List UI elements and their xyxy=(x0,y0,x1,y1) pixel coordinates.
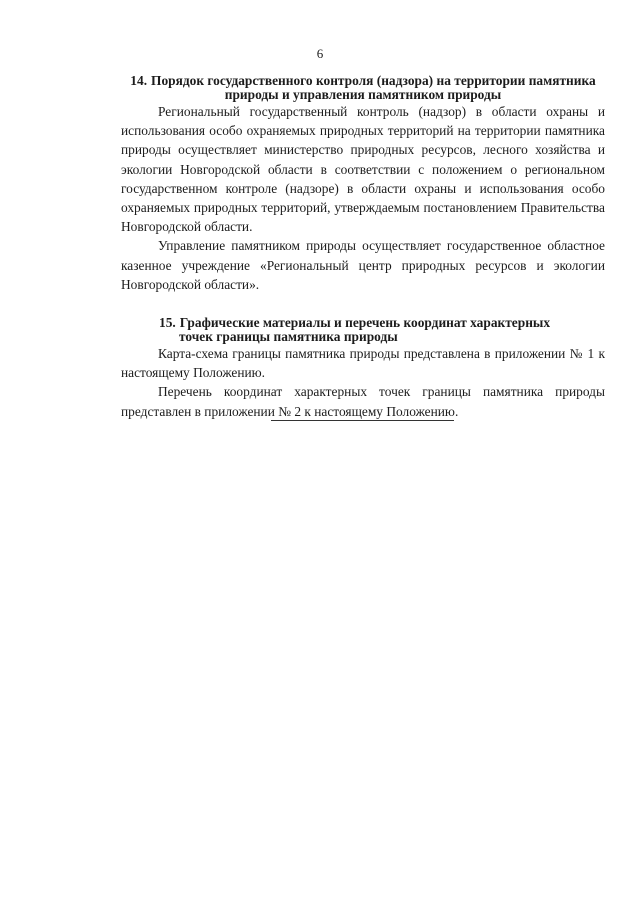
section-15-title-line-1: Графические материалы и перечень координат характерных xyxy=(179,315,551,331)
section-15-paragraph-1: Карта-схема границы памятника природы представлена в приложении № 1 к настоящему Положению. xyxy=(121,346,605,381)
section-14-heading xyxy=(121,74,605,102)
section-14-paragraph-2: Управление памятником природы осуществляет государственное областное казенное учреждение «Региональный центр природных ресурсов и экологии Новгородской области». xyxy=(121,238,605,292)
document-body xyxy=(121,74,605,421)
section-15-number: 15. xyxy=(159,315,176,331)
section-14-title: Порядок государственного контроля (надзора) на территории памятника природы и управления памятником природы xyxy=(151,73,596,102)
page-number: 6 xyxy=(316,46,324,61)
section-15-title-line-2: точек границы памятника природы xyxy=(179,329,398,345)
section-14-paragraph-1: Региональный государственный контроль (надзор) в области охраны и использования особо охраняемых природных территорий на территории памятника природы осуществляет министерство природных ресурсов, лесного хозяйства и экологии Новгородской области в соответствии с положением о региональном государственном контроле (надзоре) в области охраны и использования особо охраняемых природных территорий, утверждаемым постановлением Правительства Новгородской области. xyxy=(121,104,605,235)
section-14-number: 14. xyxy=(130,73,148,88)
section-15-paragraph-2: Перечень координат характерных точек границы памятника природы представлен в приложении № 2 к настоящему Положению. xyxy=(121,384,605,419)
section-15-heading xyxy=(121,316,605,344)
end-of-text-rule xyxy=(271,420,454,421)
